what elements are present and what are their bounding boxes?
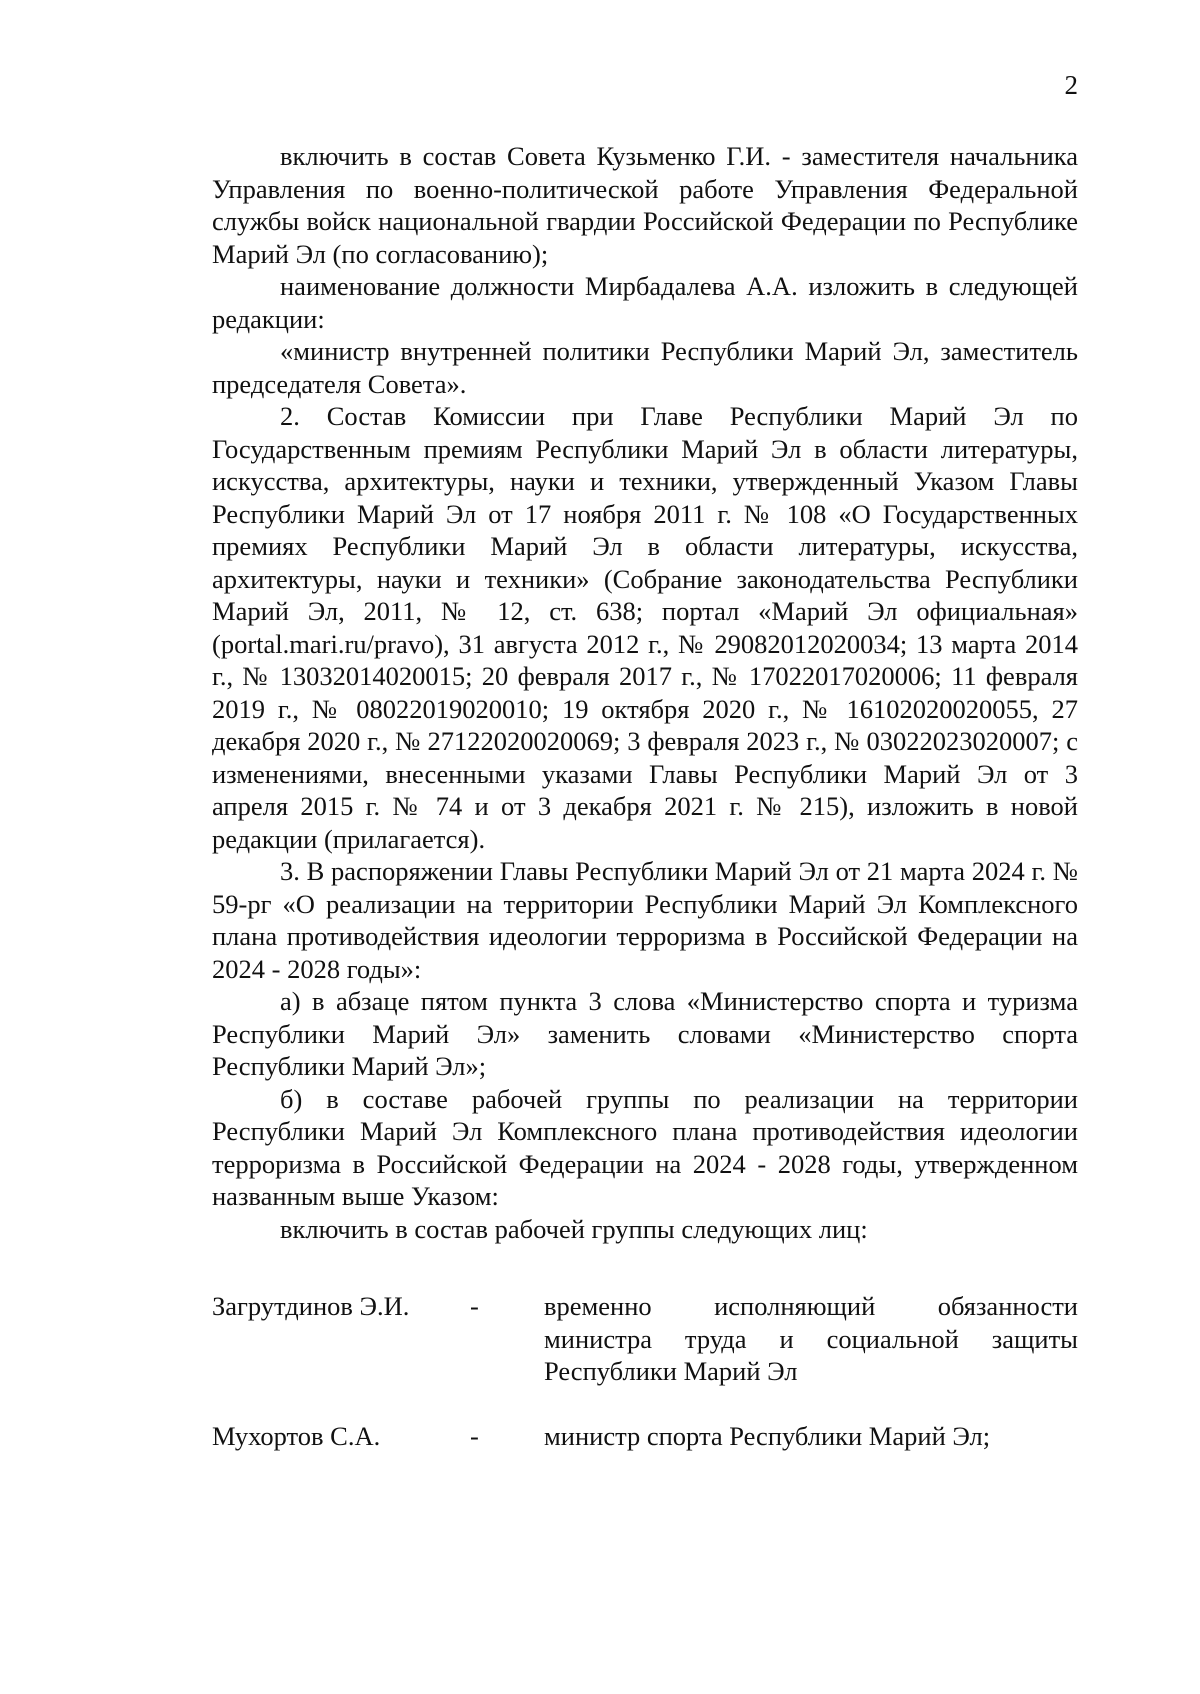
paragraph-new-position-text: «министр внутренней политики Республики Марий Эл, заместитель председателя Совета».	[212, 336, 1078, 399]
page-number: 2	[1064, 70, 1078, 100]
member-dash: -	[470, 1420, 479, 1451]
paragraph-subitem-b: б) в составе рабочей группы по реализации на территории Республики Марий Эл Комплексного плана противодействия идеологии терроризма в Российской Федерации на 2024 - 2028 годы, утвержденном названным выше Указом:	[212, 1083, 1078, 1211]
paragraph-item-3-order: 3. В распоряжении Главы Республики Марий Эл от 21 марта 2024 г. № 59-рг «О реализации на территории Республики Марий Эл Комплексного плана противодействия идеологии терроризма в Российской Федерации на 2024 - 2028 годы»:	[212, 856, 1078, 984]
member-row	[212, 1290, 1078, 1388]
document-body	[212, 140, 1078, 1245]
paragraph-item-2-commission: 2. Состав Комиссии при Главе Республики Марий Эл по Государственным премиям Республики Марий Эл в области литературы, искусства, архитектуры, науки и техники, утвержденный Указом Главы Республики Марий Эл от 17 ноября 2011 г. № 108 «О Государственных премиях Республики Марий Эл в области литературы, искусства, архитектуры, науки и техники» (Собрание законодательства Республики Марий Эл, 2011, № 12, ст. 638; портал «Марий Эл официальная» (portal.mari.ru/pravo), 31 августа 2012 г., № 29082012020034; 13 марта 2014 г., № 13032014020015; 20 февраля 2017 г., № 17022017020006; 11 февраля 2019 г., № 08022019020010; 19 октября 2020 г., № 16102020020055, 27 декабря 2020 г., № 27122020020069; 3 февраля 2023 г., № 03022023020007; с изменениями, внесенными указами Главы Республики Марий Эл от 3 апреля 2015 г. № 74 и от 3 декабря 2021 г. № 215), изложить в новой редакции (прилагается).	[212, 401, 1078, 854]
member-dash: -	[470, 1291, 479, 1321]
member-row	[212, 1420, 1078, 1453]
paragraph-rename-position: наименование должности Мирбадалева А.А. изложить в следующей редакции:	[212, 271, 1078, 334]
paragraph-include-members: включить в состав рабочей группы следующих лиц:	[280, 1213, 868, 1244]
members-list	[212, 1290, 1078, 1452]
member-position: временно исполняющий обязанности министра труда и социальной защиты Республики Марий Эл	[544, 1291, 1078, 1386]
member-name: Загрутдинов Э.И.	[212, 1291, 410, 1321]
paragraph-include-kuzmenko: включить в состав Совета Кузьменко Г.И. - заместителя начальника Управления по военно-политической работе Управления Федеральной службы войск национальной гвардии Российской Федерации по Республике Марий Эл (по согласованию);	[212, 141, 1078, 269]
paragraph-subitem-a: а) в абзаце пятом пункта 3 слова «Министерство спорта и туризма Республики Марий Эл» заменить словами «Министерство спорта Республики Марий Эл»;	[212, 986, 1078, 1081]
member-name: Мухортов С.А.	[212, 1420, 381, 1451]
member-position: министр спорта Республики Марий Эл;	[544, 1420, 991, 1451]
